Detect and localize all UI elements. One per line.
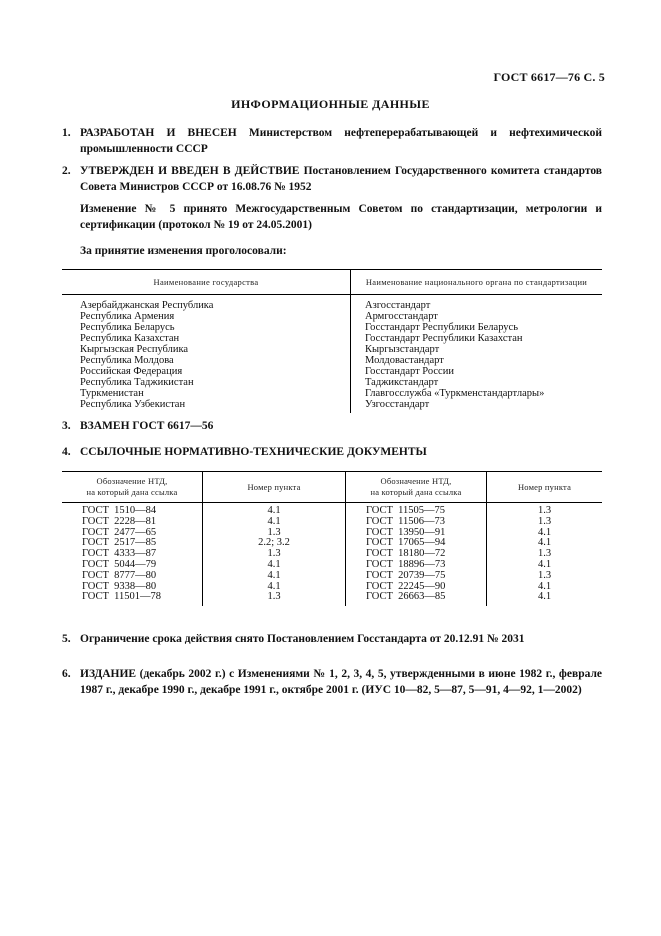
- ref-clause-cell: 4.1: [203, 582, 346, 593]
- item-number: 3.: [62, 420, 71, 432]
- table-row: [62, 503, 602, 517]
- table-row: [62, 333, 602, 344]
- states-table: [62, 269, 602, 413]
- page-header: ГОСТ 6617—76 С. 5: [493, 70, 605, 84]
- ref-clause-cell: 2.2; 3.2: [203, 538, 346, 549]
- standards-body-cell: Госстандарт Республики Беларусь: [351, 322, 603, 333]
- item-developed: [62, 125, 602, 157]
- ref-clause-cell: 1.3: [487, 517, 603, 528]
- standards-body-cell: Госстандарт России: [351, 366, 603, 377]
- item-text: Министерством нефтеперерабатывающей и нефтехимической промышленности СССР: [80, 127, 602, 155]
- voted-label: За принятие изменения проголосовали:: [80, 245, 287, 257]
- standards-body-cell: Главгосслужба «Туркменстандартлары»: [351, 388, 603, 399]
- table-row: [62, 388, 602, 399]
- standards-body-cell: Кыргызстандарт: [351, 344, 603, 355]
- standards-body-cell: Узгосстандарт: [351, 399, 603, 413]
- ref-designation-cell: ГОСТ 17065—94: [346, 538, 487, 549]
- ref-clause-cell: 1.3: [487, 503, 603, 517]
- standards-body-cell: Таджикстандарт: [351, 377, 603, 388]
- ref-clause-cell: 4.1: [487, 582, 603, 593]
- ref-clause-cell: 1.3: [203, 528, 346, 539]
- state-name-cell: Республика Узбекистан: [80, 399, 186, 410]
- item-lead: УТВЕРЖДЕН И ВВЕДЕН В ДЕЙСТВИЕ: [80, 165, 300, 177]
- ref-clause-cell: 4.1: [203, 571, 346, 582]
- item-number: 5.: [62, 633, 71, 645]
- table-row: [62, 571, 602, 582]
- ref-clause-cell: 4.1: [203, 503, 346, 517]
- item-references: [62, 444, 602, 460]
- amendment-note: Изменение № 5 принято Межгосударственным Советом по стандартизации, метрологии и сертификации (протокол № 19 от 24.05.2001): [80, 203, 602, 231]
- ref-clause-cell: 4.1: [203, 560, 346, 571]
- states-col-header: Наименование государства: [62, 270, 351, 295]
- ref-clause-cell: 1.3: [203, 549, 346, 560]
- ref-designation-cell: ГОСТ 2517—85: [82, 537, 157, 549]
- ref-clause-cell: 4.1: [487, 592, 603, 606]
- ref-designation-cell: ГОСТ 1510—84: [82, 505, 157, 516]
- state-name-cell: Республика Беларусь: [80, 322, 175, 333]
- table-row: [62, 366, 602, 377]
- table-row: [62, 355, 602, 366]
- ref-clause-cell: 4.1: [487, 538, 603, 549]
- item-edition: [62, 666, 602, 698]
- item-text: ВЗАМЕН ГОСТ 6617—56: [80, 420, 214, 432]
- refs-col-header-designation: Обозначение НТД, на который дана ссылка: [62, 472, 203, 503]
- ref-designation-cell: ГОСТ 2228—81: [82, 515, 157, 527]
- states-col-header: Наименование национального органа по стандартизации: [351, 270, 603, 295]
- item-number: 6.: [62, 668, 71, 680]
- item-approved: [62, 163, 602, 195]
- state-name-cell: Республика Армения: [80, 311, 175, 322]
- item-number: 4.: [62, 446, 71, 458]
- ref-designation-cell: ГОСТ 5044—79: [82, 558, 157, 570]
- table-row: [62, 377, 602, 388]
- item-text: Постановлением Государственного комитета стандартов Совета Министров СССР от 16.08.76 № 1952: [80, 165, 602, 193]
- page-title: ИНФОРМАЦИОННЫЕ ДАННЫЕ: [231, 97, 430, 111]
- item-replaces: [62, 418, 602, 434]
- refs-col-header-designation: Обозначение НТД, на который дана ссылка: [346, 472, 487, 503]
- state-name-cell: Российская Федерация: [80, 366, 183, 377]
- ref-designation-cell: ГОСТ 11506—73: [346, 517, 487, 528]
- ref-clause-cell: 1.3: [203, 592, 346, 606]
- ref-designation-cell: ГОСТ 2477—65: [82, 526, 157, 538]
- ref-clause-cell: 1.3: [487, 571, 603, 582]
- table-row: [62, 592, 602, 606]
- references-table: [62, 471, 602, 606]
- item-text: Ограничение срока действия снято Постановлением Госстандарта от 20.12.91 № 2031: [80, 633, 525, 645]
- ref-designation-cell: ГОСТ 18180—72: [346, 549, 487, 560]
- ref-designation-cell: ГОСТ 26663—85: [346, 592, 487, 606]
- ref-designation-cell: ГОСТ 18896—73: [346, 560, 487, 571]
- state-name-cell: Туркменистан: [80, 388, 144, 399]
- item-lead: РАЗРАБОТАН И ВНЕСЕН: [80, 127, 237, 139]
- ref-designation-cell: ГОСТ 20739—75: [346, 571, 487, 582]
- ref-clause-cell: 1.3: [487, 549, 603, 560]
- refs-col-header-clause: Номер пункта: [203, 472, 346, 503]
- table-row: [62, 322, 602, 333]
- ref-clause-cell: 4.1: [487, 560, 603, 571]
- table-row: [62, 344, 602, 355]
- ref-designation-cell: ГОСТ 9338—80: [82, 580, 157, 592]
- ref-designation-cell: ГОСТ 8777—80: [82, 569, 157, 581]
- item-text: ССЫЛОЧНЫЕ НОРМАТИВНО-ТЕХНИЧЕСКИЕ ДОКУМЕНТЫ: [80, 446, 427, 458]
- item-validity: [62, 631, 602, 647]
- state-name-cell: Республика Таджикистан: [80, 377, 194, 388]
- table-row: [62, 399, 602, 413]
- standards-body-cell: Армгосстандарт: [351, 311, 603, 322]
- table-row: [62, 295, 602, 312]
- ref-designation-cell: ГОСТ 22245—90: [346, 582, 487, 593]
- state-name-cell: Республика Молдова: [80, 355, 174, 366]
- ref-designation-cell: ГОСТ 13950—91: [346, 528, 487, 539]
- ref-designation-cell: ГОСТ 11505—75: [346, 503, 487, 517]
- ref-designation-cell: ГОСТ 4333—87: [82, 548, 157, 560]
- item-number: 1.: [62, 127, 71, 139]
- ref-designation-cell: ГОСТ 11501—78: [82, 591, 162, 603]
- state-name-cell: Азербайджанская Республика: [80, 300, 214, 311]
- state-name-cell: Республика Казахстан: [80, 333, 180, 344]
- table-row: [62, 517, 602, 528]
- standards-body-cell: Молдовастандарт: [351, 355, 603, 366]
- standards-body-cell: Госстандарт Республики Казахстан: [351, 333, 603, 344]
- ref-clause-cell: 4.1: [487, 528, 603, 539]
- standards-body-cell: Азгосстандарт: [351, 295, 603, 312]
- refs-col-header-clause: Номер пункта: [487, 472, 603, 503]
- item-number: 2.: [62, 165, 71, 177]
- state-name-cell: Кыргызская Республика: [80, 344, 189, 355]
- item-text: ИЗДАНИЕ (декабрь 2002 г.) с Изменениями № 1, 2, 3, 4, 5, утвержденными в июне 1982 г., феврале 1987 г., декабре 1990 г., декабре 1991 г., октябре 2001 г. (ИУС 10—82, 5—87, 5—91, 4—92, 1—2002): [80, 668, 602, 696]
- table-row: [62, 311, 602, 322]
- ref-clause-cell: 4.1: [203, 517, 346, 528]
